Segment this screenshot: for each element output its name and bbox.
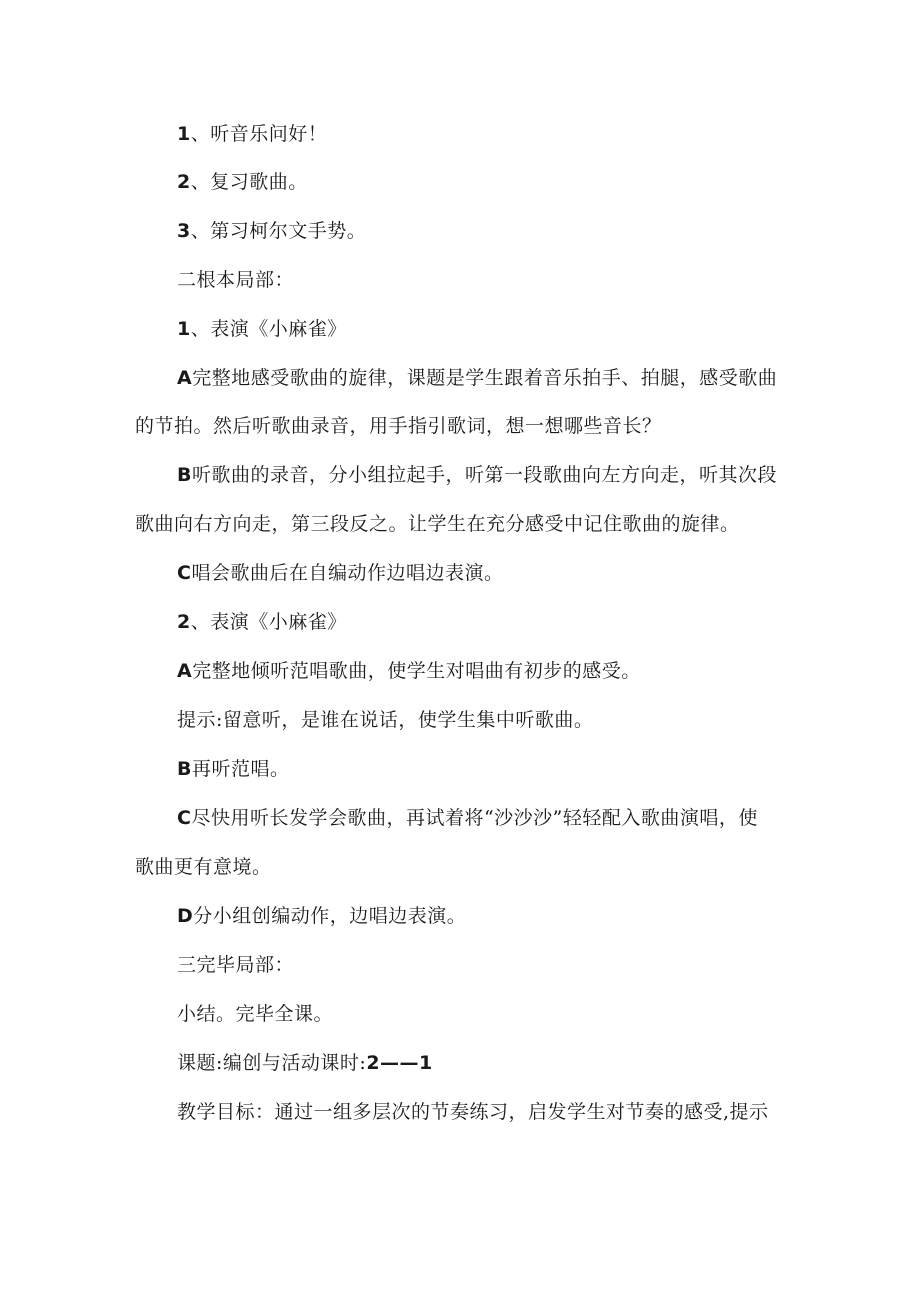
line-text: 分小组创编动作，边唱边表演。 (193, 905, 467, 927)
line-text: 歌曲更有意境。 (135, 856, 272, 878)
line-text: 完整地感受歌曲的旋律，课题是学生跟着音乐拍手、拍腿，感受歌曲 (192, 367, 778, 389)
line-number: 1 (177, 123, 191, 145)
text-line-10 (177, 610, 347, 634)
text-line-15 (135, 855, 272, 879)
text-line-11 (177, 659, 641, 683)
line-text: 小结。完毕全课。 (177, 1003, 334, 1025)
teaching-goal-line (177, 1100, 769, 1124)
line-letter: C (177, 562, 192, 584)
section-heading-2 (177, 268, 294, 292)
line-text: 提示:留意听，是谁在说话，使学生集中听歌曲。 (177, 709, 594, 731)
line-number: 2 (177, 611, 191, 633)
text-line-7 (177, 463, 777, 487)
line-text: 教学目标：通过一组多层次的节奏练习，启发学生对节奏的感受,提示 (177, 1101, 769, 1123)
line-number: 3 (177, 220, 191, 242)
line-text: 听歌曲的录音，分小组拉起手，听第一段歌曲向左方向走，听其次段 (191, 464, 777, 486)
line-letter: C (177, 807, 192, 829)
line-text: 二根本局部： (177, 269, 295, 291)
line-text: 尽快用听长发学会歌曲，再试着将“沙沙沙”轻轻配入歌曲演唱，使 (191, 807, 758, 829)
text-line-16 (177, 904, 466, 928)
line-text: 课题:编创与活动课时: (177, 1052, 367, 1074)
text-line-6 (135, 414, 662, 438)
line-text: 歌曲向右方向走，第三段反之。让学生在充分感受中记住歌曲的旋律。 (135, 513, 740, 535)
lesson-period: 2——1 (366, 1052, 433, 1074)
text-line-14 (177, 806, 758, 830)
line-letter: B (177, 464, 192, 486)
line-text: 的节拍。然后听歌曲录音，用手指引歌词，想一想哪些音长？ (135, 415, 662, 437)
line-letter: D (177, 905, 194, 927)
line-letter: A (177, 367, 193, 389)
text-line-3 (177, 219, 366, 243)
text-line-1 (177, 122, 327, 146)
lesson-title-line (177, 1051, 433, 1075)
text-line-2 (177, 170, 308, 194)
line-number: 1 (177, 318, 191, 340)
line-text: 三完毕局部： (177, 954, 295, 976)
text-line-4 (177, 317, 347, 341)
line-text: 再听范唱。 (191, 758, 290, 780)
line-number: 2 (177, 171, 191, 193)
line-letter: A (177, 660, 193, 682)
section-heading-3 (177, 953, 294, 977)
text-line-9 (177, 561, 503, 585)
line-text: 、表演《小麻雀》 (190, 611, 347, 633)
line-text: 、听音乐问好！ (190, 123, 328, 145)
line-text: 、表演《小麻雀》 (190, 318, 347, 340)
line-text: 、第习柯尔文手势。 (190, 220, 367, 242)
text-line-12 (177, 708, 593, 732)
text-line-13 (177, 757, 290, 781)
text-line-5 (177, 366, 777, 390)
line-text: 唱会歌曲后在自编动作边唱边表演。 (191, 562, 504, 584)
text-line-8 (135, 512, 740, 536)
text-line-17 (177, 1002, 333, 1026)
line-letter: B (177, 758, 192, 780)
line-text: 、复习歌曲。 (190, 171, 308, 193)
line-text: 完整地倾听范唱歌曲，使学生对唱曲有初步的感受。 (192, 660, 641, 682)
